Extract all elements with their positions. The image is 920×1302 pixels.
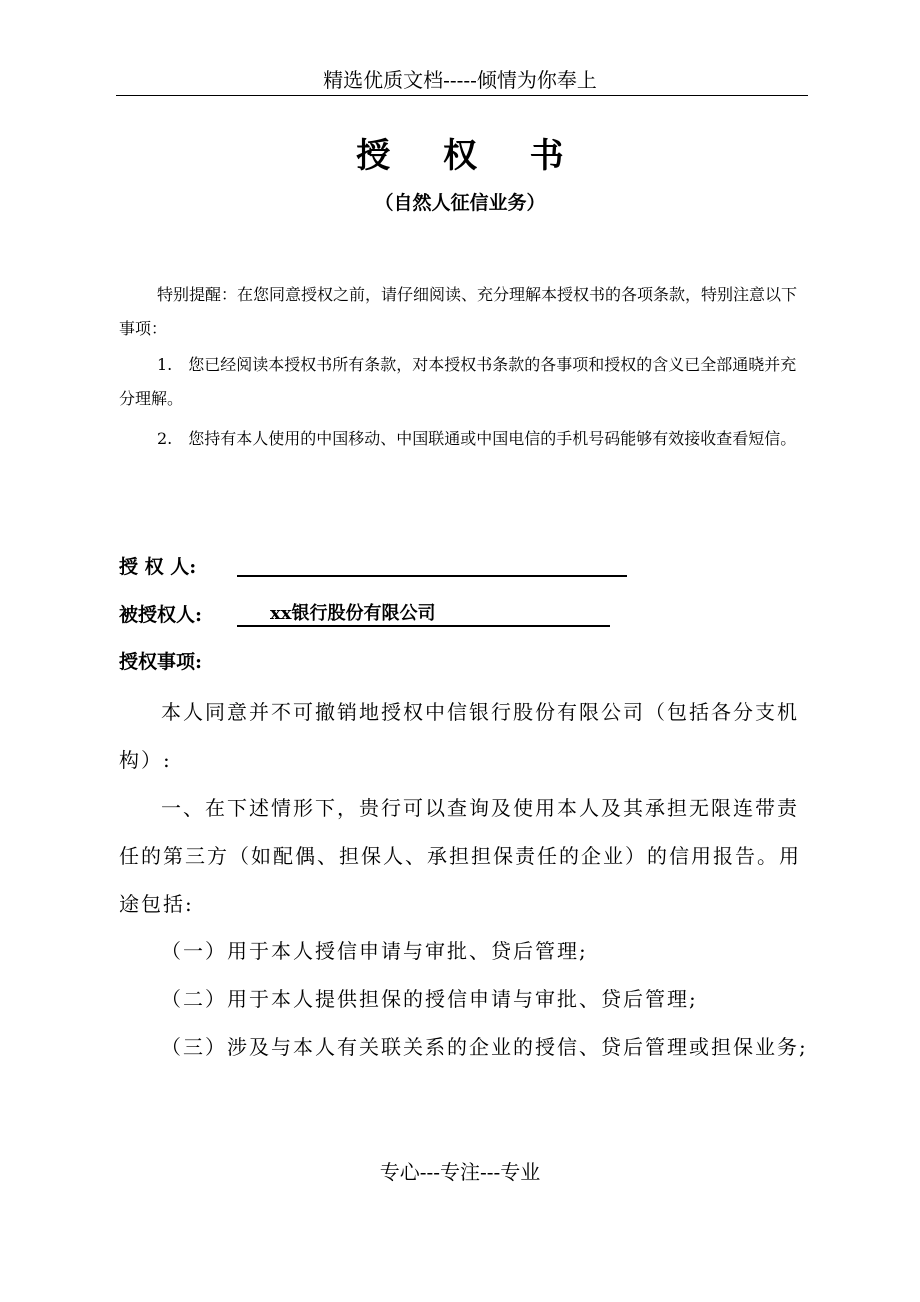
authorized-party-value: xx银行股份有限公司 <box>270 603 436 624</box>
authorized-party-underline <box>237 625 610 627</box>
usage-item-1: （一）用于本人授信申请与审批、贷后管理; <box>161 939 588 963</box>
page-header-text: 精选优质文档-----倾情为你奉上 <box>323 68 597 92</box>
page-footer-text: 专心---专注---专业 <box>379 1160 541 1184</box>
authorizer-label: 授 权 人: <box>119 556 197 578</box>
authorized-party-label: 被授权人: <box>119 604 203 626</box>
usage-item-2: （二）用于本人提供担保的授信申请与审批、贷后管理; <box>161 987 698 1011</box>
notice-item-1: 1. 您已经阅读本授权书所有条款，对本授权书条款的各事项和授权的含义已全部通晓并充分理解。 <box>119 355 797 408</box>
header-divider <box>116 95 808 96</box>
authorizer-signature-line <box>237 575 627 577</box>
usage-item-3: （三）涉及与本人有关联关系的企业的授信、贷后管理或担保业务; <box>161 1035 808 1059</box>
authorization-paragraph-1: 本人同意并不可撤销地授权中信银行股份有限公司（包括各分支机构）: <box>119 700 799 772</box>
authorization-matters-label: 授权事项: <box>119 651 203 673</box>
document-subtitle: （自然人征信业务） <box>374 192 546 214</box>
notice-intro: 特别提醒：在您同意授权之前，请仔细阅读、充分理解本授权书的各项条款，特别注意以下事项： <box>119 285 798 338</box>
authorization-paragraph-2: 一、在下述情形下，贵行可以查询及使用本人及其承担无限连带责任的第三方（如配偶、担保人、承担担保责任的企业）的信用报告。用途包括: <box>119 796 801 916</box>
document-title: 授权书 <box>356 136 617 176</box>
notice-item-2: 2. 您持有本人使用的中国移动、中国联通或中国电信的手机号码能够有效接收查看短信。 <box>157 429 797 448</box>
